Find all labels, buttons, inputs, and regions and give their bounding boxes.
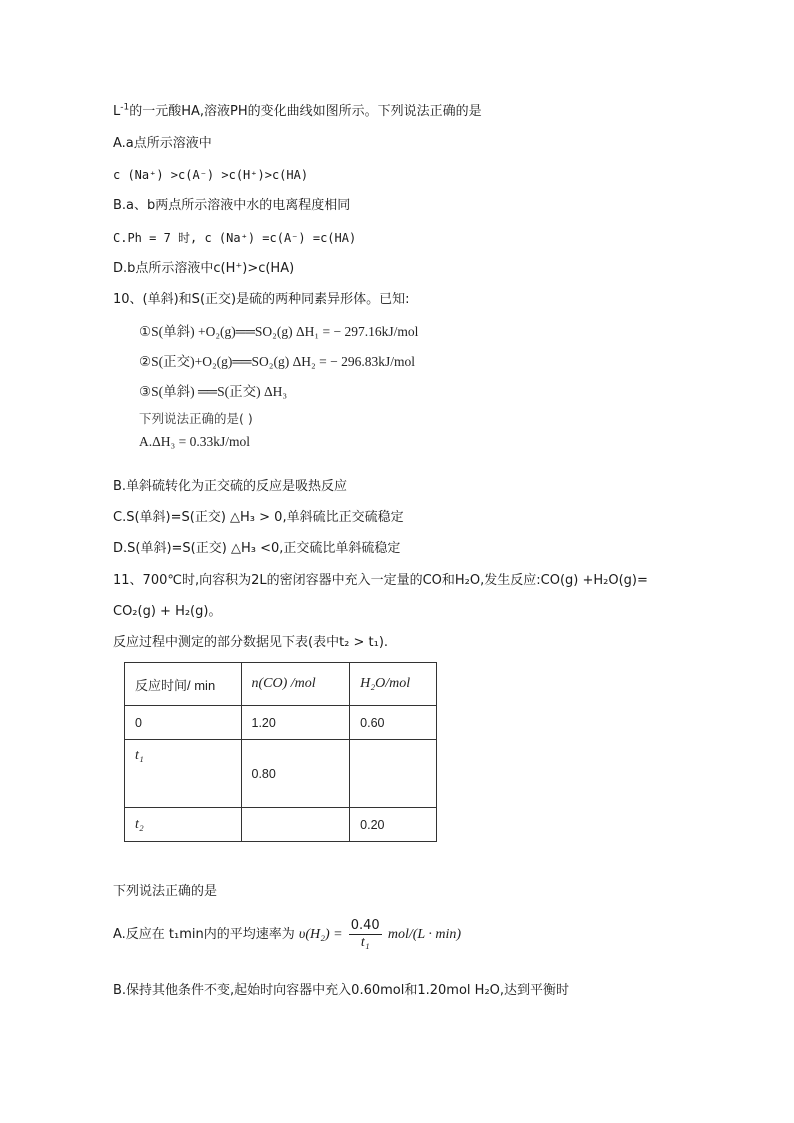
q9-option-a-inequality: c (Na⁺) >c(A⁻) >c(H⁺)>c(HA) (113, 168, 309, 182)
q11-option-a-fraction (349, 918, 382, 951)
q9-option-b: B.a、b两点所示溶液中水的电离程度相同 (113, 198, 351, 213)
q11-stem-line-2: CO₂(g) + H₂(g)。 (113, 604, 222, 619)
q10-equation-3: ③S(单斜) ══S(正交) ΔH₃ (139, 384, 288, 399)
q11-question: 下列说法正确的是 (113, 884, 218, 899)
q11-stem-line-1: 11、700℃时,向容积为2L的密闭容器中充入一定量的CO和H₂O,发生反应:CO(g) +H₂O(g)= (113, 573, 648, 588)
q9-intro-rest: 的一元酸HA,溶液PH的变化曲线如图所示。下列说法正确的是 (129, 104, 482, 119)
q9-option-a: A.a点所示溶液中 (113, 136, 212, 151)
table-row (125, 808, 437, 842)
q11-option-a-prefix: A.反应在 t₁min内的平均速率为 (113, 927, 295, 942)
table-cell: 0.60 (350, 706, 437, 740)
q10-option-a: A.ΔH₃ = 0.33kJ/mol (139, 434, 251, 449)
table-cell (241, 808, 350, 842)
table-header-n-co: n(CO) /mol (241, 663, 350, 706)
table-header-time: 反应时间/ min (125, 663, 242, 706)
table-cell (350, 740, 437, 808)
table-cell: t₁ (125, 740, 242, 808)
q9-intro-sup: -1 (120, 102, 130, 113)
q9-option-c: C.Ph = 7 时, c (Na⁺) =c(A⁻) =c(HA) (113, 231, 357, 245)
table-row (125, 706, 437, 740)
q10-option-d: D.S(单斜)=S(正交) △H₃ <0,正交硫比单斜硫稳定 (113, 541, 401, 556)
q10-equation-1: ①S(单斜) +O₂(g)══SO₂(g) ΔH₁ = − 297.16kJ/mol (139, 324, 419, 339)
q10-stem: 10、(单斜)和S(正交)是硫的两种同素异形体。已知: (113, 292, 410, 307)
q10-option-b: B.单斜硫转化为正交硫的反应是吸热反应 (113, 479, 348, 494)
fraction-numerator: 0.40 (350, 918, 380, 933)
table-cell: 0.80 (241, 740, 350, 808)
q11-option-b: B.保持其他条件不变,起始时向容器中充入0.60mol和1.20mol H₂O,达到平衡时 (113, 983, 570, 998)
q11-table-note: 反应过程中测定的部分数据见下表(表中t₂ > t₁). (113, 635, 389, 650)
table-header-row (125, 663, 437, 706)
table-row (125, 740, 437, 808)
q10-question: 下列说法正确的是( ) (139, 411, 253, 426)
q10-option-c: C.S(单斜)=S(正交) △H₃ > 0,单斜硫比正交硫稳定 (113, 510, 404, 525)
table-cell: t₂ (125, 808, 242, 842)
table-cell: 0 (125, 706, 242, 740)
q11-option-a (113, 917, 461, 953)
q9-intro (113, 103, 482, 121)
table-header-h2o: H₂O/mol (350, 663, 437, 706)
q11-data-table (124, 662, 437, 842)
q9-option-d: D.b点所示溶液中c(H⁺)>c(HA) (113, 261, 295, 276)
table-cell: 1.20 (241, 706, 350, 740)
q11-option-a-unit: mol/(L · min) (387, 927, 462, 942)
fraction-denominator: t₁ (360, 935, 370, 950)
q9-intro-lead: L (113, 104, 121, 119)
q11-option-a-rate: υ(H₂) = (298, 927, 343, 942)
table-cell: 0.20 (350, 808, 437, 842)
q10-equation-2: ②S(正交)+O₂(g)══SO₂(g) ΔH₂ = − 296.83kJ/mol (139, 354, 415, 369)
